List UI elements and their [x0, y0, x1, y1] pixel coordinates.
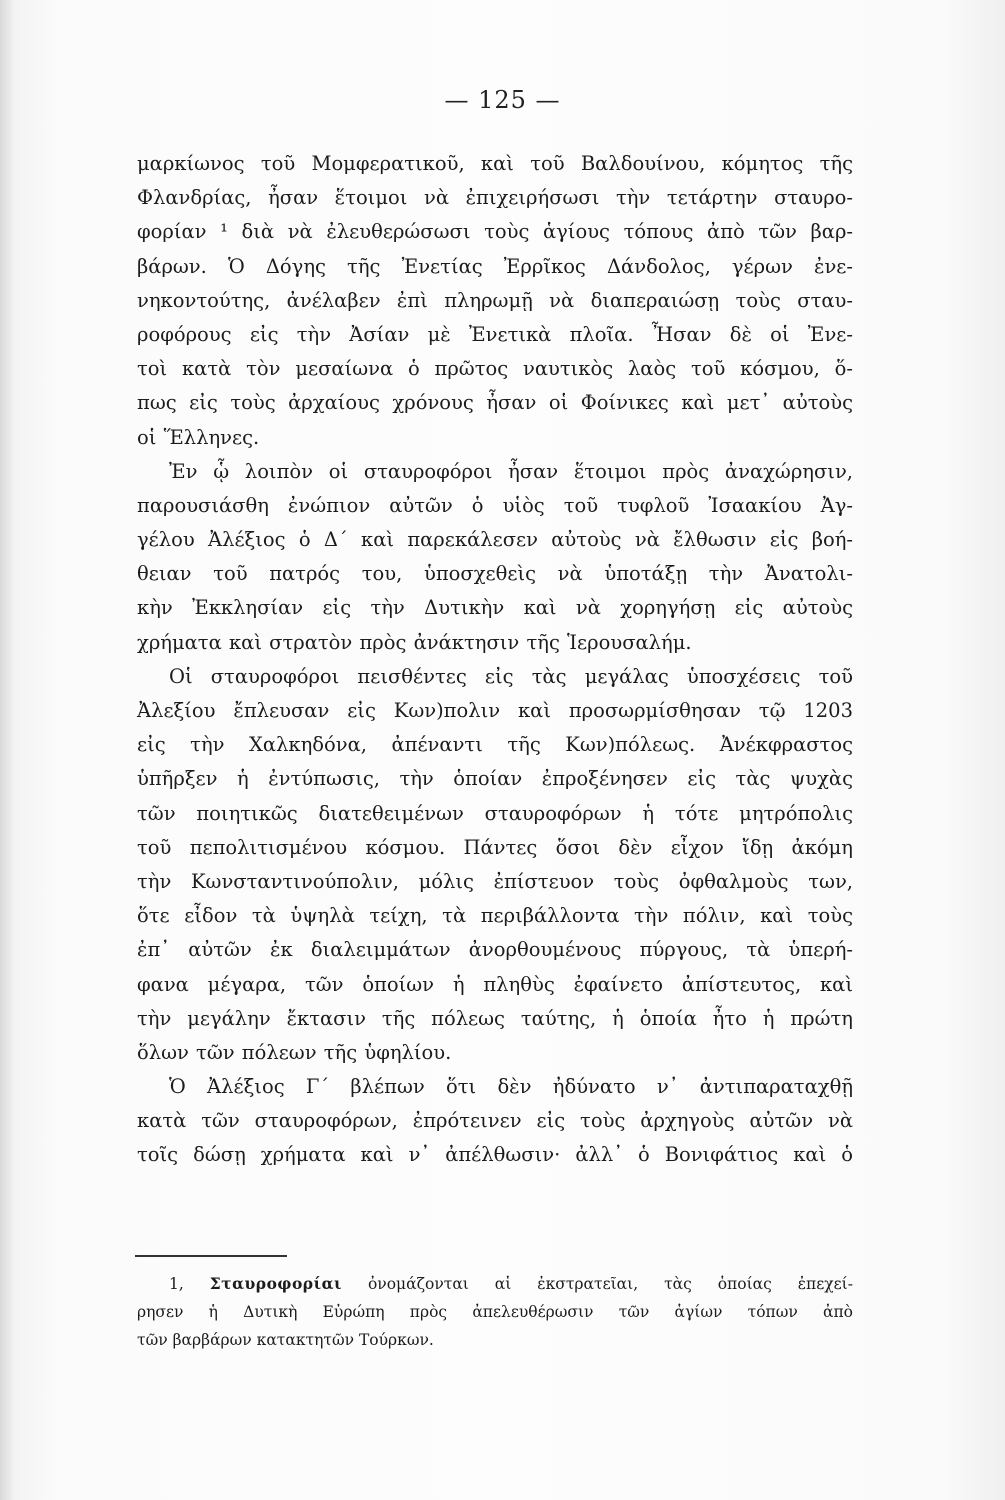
footnote-line: τῶν βαρβάρων κατακτητῶν Τούρκων. [137, 1331, 434, 1349]
footnote-line: ρησεν ἡ Δυτικὴ Εὐρώπη πρὸς ἀπελευθέρωσιν τῶν ἁγίων τόπων ἀπὸ [137, 1303, 853, 1321]
text-line: βάρων. Ὁ Δόγης τῆς Ἐνετίας Ἐρρῖκος Δάνδολος, γέρων ἐνε- [137, 254, 853, 278]
text-line: ροφόρους εἰς τὴν Ἀσίαν μὲ Ἐνετικὰ πλοῖα. Ἦσαν δὲ οἱ Ἐνε- [137, 322, 853, 346]
text-line: ὅλων τῶν πόλεων τῆς ὑφηλίου. [137, 1040, 452, 1064]
footnote-marker: 1, [169, 1275, 184, 1293]
text-line: ὑπῆρξεν ἡ ἐντύπωσις, τὴν ὁποίαν ἐπροξένησεν εἰς τὰς ψυχὰς [137, 767, 853, 791]
page-binding-shadow [0, 0, 14, 1500]
text-line: παρουσιάσθη ἐνώπιον αὐτῶν ὁ υἱὸς τοῦ τυφλοῦ Ἰσαακίου Ἀγ- [137, 493, 853, 517]
footnote-divider [135, 1255, 287, 1257]
text-line: Φλανδρίας, ἦσαν ἕτοιμοι νὰ ἐπιχειρήσωσι τὴν τετάρτην σταυρο- [137, 186, 853, 210]
text-line: οἱ Ἕλληνες. [137, 425, 260, 449]
text-line: κατὰ τῶν σταυροφόρων, ἐπρότεινεν εἰς τοὺς ἀρχηγοὺς αὐτῶν νὰ [137, 1109, 853, 1133]
footnote-term: Σταυροφορίαι [209, 1274, 343, 1293]
body-text [137, 147, 853, 1173]
paragraph-start-line: Ἐν ᾧ λοιπὸν οἱ σταυροφόροι ἦσαν ἕτοιμοι πρὸς ἀναχώρησιν, [169, 459, 853, 483]
footnote-line [137, 1270, 853, 1298]
footnote [137, 1270, 853, 1354]
paragraph-start-line: Ὁ Ἀλέξιος Γ´ βλέπων ὅτι δὲν ἠδύνατο ν᾽ ἀντιπαραταχθῇ [169, 1075, 853, 1099]
text-line: ὅτε εἶδον τὰ ὑψηλὰ τείχη, τὰ περιβάλλοντα τὴν πόλιν, καὶ τοὺς [137, 904, 853, 928]
text-line: χρήματα καὶ στρατὸν πρὸς ἀνάκτησιν τῆς Ἱερουσαλήμ. [137, 630, 692, 654]
text-line: τὴν Κωνσταντινούπολιν, μόλις ἐπίστευον τοὺς ὀφθαλμοὺς των, [137, 869, 853, 893]
text-line: θειαν τοῦ πατρός του, ὑποσχεθεὶς νὰ ὑποτάξῃ τὴν Ἀνατολι- [137, 562, 853, 586]
text-line: φανα μέγαρα, τῶν ὁποίων ἡ πληθὺς ἐφαίνετο ἀπίστευτος, καὶ [137, 972, 853, 996]
text-line: Ἀλεξίου ἔπλευσαν εἰς Κων)πολιν καὶ προσωρμίσθησαν τῷ 1203 [137, 699, 853, 722]
text-line: τῶν ποιητικῶς διατεθειμένων σταυροφόρων ἡ τότε μητρόπολις [137, 801, 853, 825]
paragraph-start-line: Οἱ σταυροφόροι πεισθέντες εἰς τὰς μεγάλας ὑποσχέσεις τοῦ [169, 664, 853, 688]
text-line: κὴν Ἐκκλησίαν εἰς τὴν Δυτικὴν καὶ νὰ χορηγήσῃ εἰς αὐτοὺς [137, 596, 853, 620]
text-line: μαρκίωνος τοῦ Μομφερατικοῦ, καὶ τοῦ Βαλδουίνου, κόμητος τῆς [137, 152, 853, 175]
page-number: — 125 — [444, 86, 561, 114]
text-line: εἰς τὴν Χαλκηδόνα, ἀπέναντι τῆς Κων)πόλεως. Ἀνέκφραστος [137, 733, 853, 757]
text-line: ἐπ᾽ αὐτῶν ἐκ διαλειμμάτων ἀνορθουμένους πύργους, τὰ ὑπερή- [137, 938, 853, 962]
text-line: πως εἰς τοὺς ἀρχαίους χρόνους ἦσαν οἱ Φοίνικες καὶ μετ᾽ αὐτοὺς [137, 391, 853, 415]
footnote-text: ὀνομάζονται αἱ ἐκστρατεῖαι, τὰς ὁποίας ἐπεχεί- [367, 1275, 853, 1293]
text-line: τοῦ πεπολιτισμένου κόσμου. Πάντες ὅσοι δὲν εἶχον ἴδῃ ἀκόμη [137, 835, 853, 859]
text-line: τοῖς δώσῃ χρήματα καὶ ν᾽ ἀπέλθωσιν· ἀλλ᾽ ὁ Βονιφάτιος καὶ ὁ [137, 1143, 853, 1167]
text-line: φορίαν ¹ διὰ νὰ ἐλευθερώσωσι τοὺς ἁγίους τόπους ἀπὸ τῶν βαρ- [137, 220, 853, 244]
text-line: γέλου Ἀλέξιος ὁ Δ´ καὶ παρεκάλεσεν αὐτοὺς νὰ ἔλθωσιν εἰς βοή- [137, 528, 853, 552]
text-line: τοὶ κατὰ τὸν μεσαίωνα ὁ πρῶτος ναυτικὸς λαὸς τοῦ κόσμου, ὅ- [137, 357, 853, 381]
text-line: τὴν μεγάλην ἔκτασιν τῆς πόλεως ταύτης, ἡ ὁποία ἦτο ἡ πρώτη [137, 1006, 853, 1030]
text-line: νηκοντούτης, ἀνέλαβεν ἐπὶ πληρωμῇ νὰ διαπεραιώσῃ τοὺς σταυ- [137, 288, 853, 312]
